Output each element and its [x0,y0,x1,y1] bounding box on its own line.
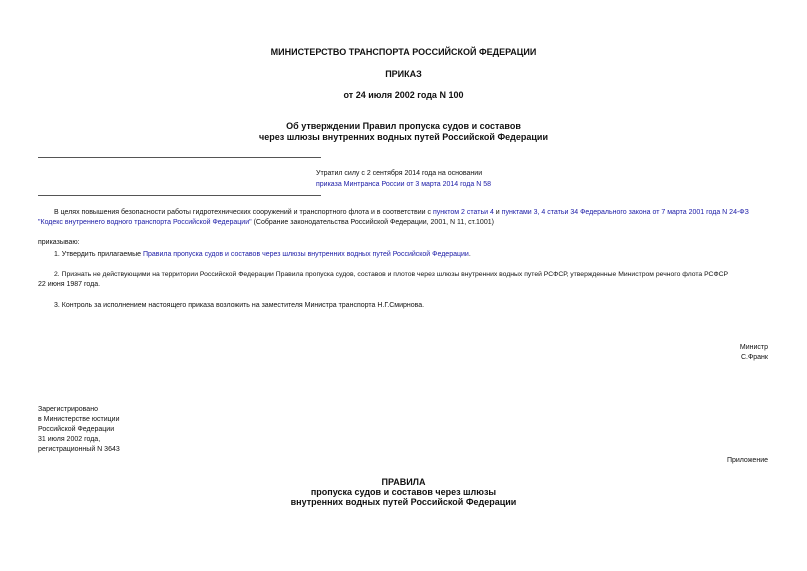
item2-line1: 2. Признать не действующими на территории Российской Федерации Правила пропуска судов, составов и плотов через шлюзы внутренних водных путей РСФСР, утвержденные Министром речного флота РСФСР [54,271,729,278]
appendix-label: Приложение [726,457,768,464]
intro-prefix: В целях повышения безопасности работы гидротехнических сооружений и транспортного флота и в соответствии с [54,209,433,216]
intro-link-code[interactable]: "Кодекс внутреннего водного транспорта Российской Федерации" [38,219,252,226]
appendix-title: ПРАВИЛА [381,477,426,487]
status-link[interactable]: приказа Минтранса России от 3 марта 2014 года N 58 [316,181,491,188]
signature-name: С.Франк [740,354,768,361]
order-word: приказываю: [38,239,80,246]
item1-prefix: 1. Утвердить прилагаемые [54,251,143,258]
intro-and: и [493,209,502,216]
appendix-subtitle1: пропуска судов и составов через шлюзы [310,487,497,497]
intro-link-article34[interactable]: пунктами 3, 4 статьи 34 Федерального закона от 7 марта 2001 года N 24-ФЗ [501,209,749,216]
signature-position: Министр [739,344,768,351]
doc-title-line1: Об утверждении Правил пропуска судов и составов [286,121,521,131]
intro-link-article4[interactable]: пунктом 2 статьи 4 [432,209,494,216]
item1 [54,250,471,260]
item1-suffix: . [468,251,471,258]
item2-line2: 22 июня 1987 года. [38,281,101,288]
doc-date-number: от 24 июля 2002 года N 100 [343,90,464,100]
intro-line1 [54,208,749,218]
intro-line2 [38,218,494,228]
registration-line2: в Министерстве юстиции [38,416,120,423]
ministry-title: МИНИСТЕРСТВО ТРАНСПОРТА РОССИЙСКОЙ ФЕДЕРАЦИИ [270,47,537,57]
item1-rules-link[interactable]: Правила пропуска судов и составов через шлюзы внутренних водных путей Российской Федерации [142,251,469,258]
status-line: Утратил силу с 2 сентября 2014 года на основании [316,170,483,177]
divider-bottom [38,195,321,196]
registration-line3: Российской Федерации [38,426,115,433]
registration-line4: 31 июля 2002 года, [38,436,101,443]
registration-line1: Зарегистрировано [38,406,98,413]
registration-line5: регистрационный N 3643 [38,446,120,453]
doc-type: ПРИКАЗ [385,69,422,79]
intro-suffix: (Собрание законодательства Российской Федерации, 2001, N 11, ст.1001) [251,219,494,226]
appendix-subtitle2: внутренних водных путей Российской Федерации [290,497,517,507]
item3: 3. Контроль за исполнением настоящего приказа возложить на заместителя Министра транспорта Н.Г.Смирнова. [54,302,425,309]
divider-top [38,157,321,158]
doc-title-line2: через шлюзы внутренних водных путей Российской Федерации [259,132,548,142]
